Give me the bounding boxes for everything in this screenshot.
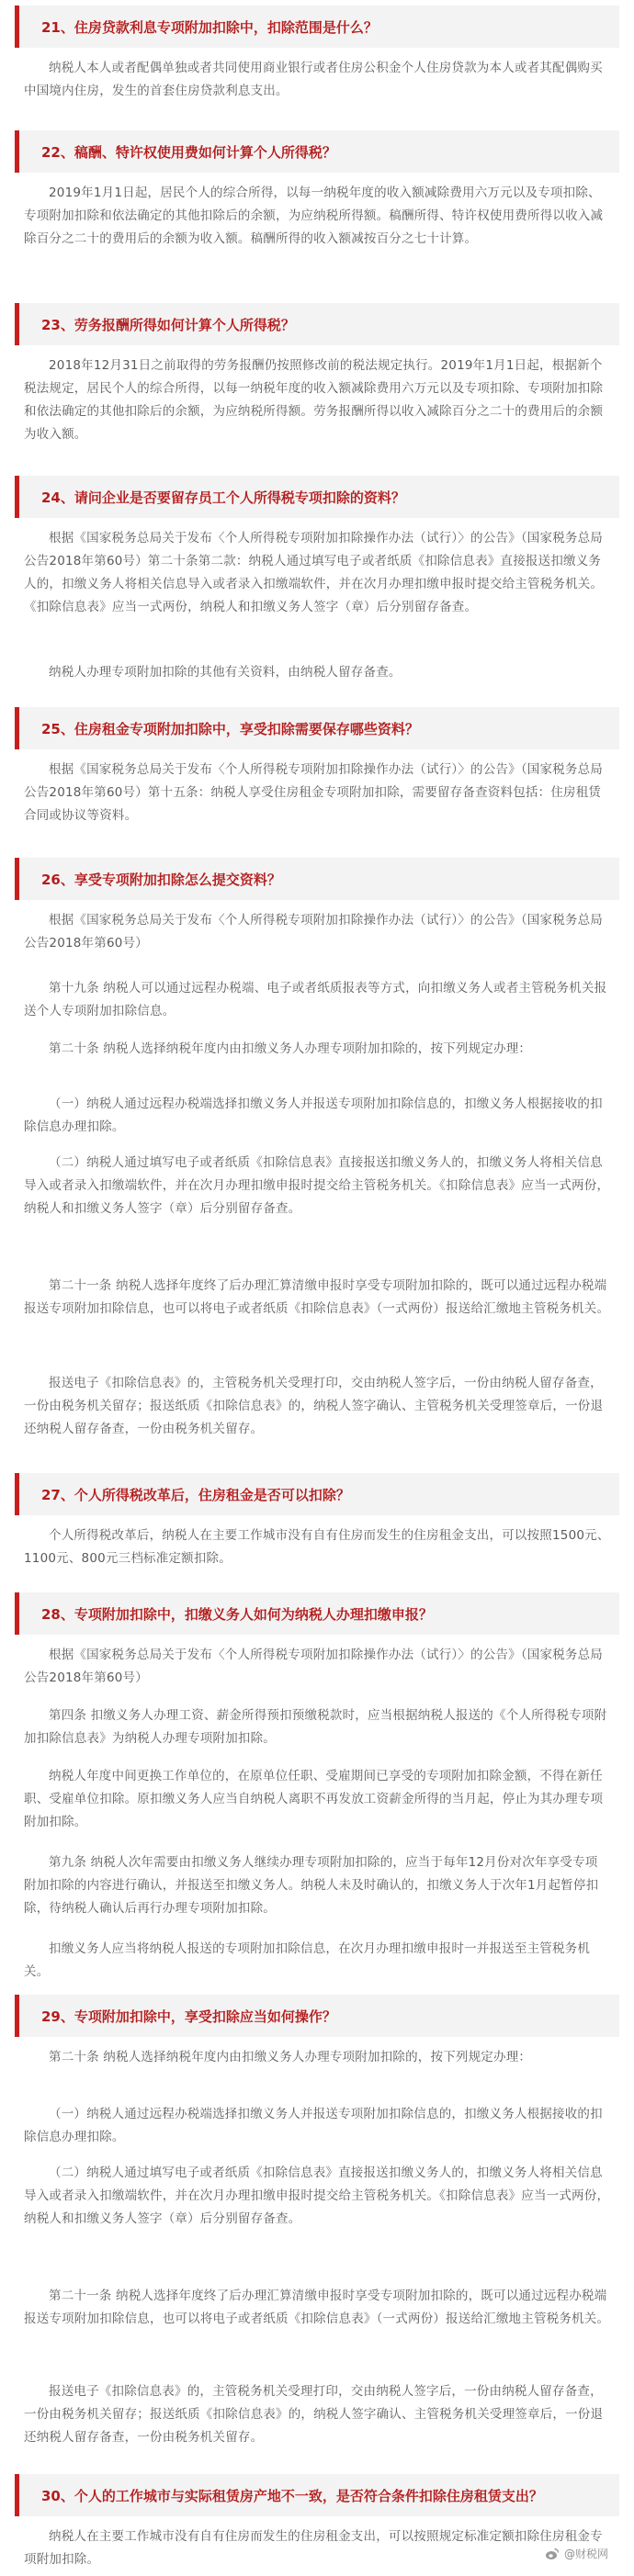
answer-paragraph: 个人所得税改革后，纳税人在主要工作城市没有自有住房而发生的住房租金支出，可以按照1500元、1100元、800元三档标准定额扣除。 — [24, 1528, 610, 1566]
question-heading: 22、稿酬、特许权使用费如何计算个人所得税？ — [15, 130, 619, 173]
answer-paragraph: 纳税人在主要工作城市没有自有住房而发生的住房租金支出，可以按照规定标准定额扣除住房租金专项附加扣除。 — [24, 2529, 603, 2567]
question-heading: 21、住房贷款利息专项附加扣除中，扣除范围是什么？ — [15, 6, 619, 48]
question-heading: 30、个人的工作城市与实际租赁房产地不一致，是否符合条件扣除住房租赁支出？ — [15, 2474, 619, 2516]
answer-paragraph: 纳税人本人或者配偶单独或者共同使用商业银行或者住房公积金个人住房贷款为本人或者其配偶购买中国境内住房，发生的首套住房贷款利息支出。 — [24, 61, 603, 98]
question-heading: 23、劳务报酬所得如何计算个人所得税？ — [15, 303, 619, 345]
answer-paragraph: 纳税人年度中间更换工作单位的，在原单位任职、受雇期间已享受的专项附加扣除金额，不得在新任职、受雇单位扣除。原扣缴义务人应当自纳税人离职不再发放工资薪金所得的当月起，停止为其办理专项附加扣除。 — [24, 1769, 604, 1829]
question-heading: 29、专项附加扣除中，享受扣除应当如何操作？ — [15, 1995, 619, 2037]
question-heading: 26、享受专项附加扣除怎么提交资料？ — [15, 858, 619, 900]
answer-paragraph: 根据《国家税务总局关于发布〈个人所得税专项附加扣除操作办法（试行）〉的公告》（国家税务总局公告2018年第60号） — [24, 913, 603, 951]
answer-paragraph: 根据《国家税务总局关于发布〈个人所得税专项附加扣除操作办法（试行）〉的公告》（国家税务总局公告2018年第60号）第十五条：纳税人享受住房租金专项附加扣除，需要留存备查资料包括：住房租赁合同或协议等资料。 — [24, 762, 603, 823]
answer-paragraph: 第十九条 纳税人可以通过远程办税端、电子或者纸质报表等方式，向扣缴义务人或者主管税务机关报送个人专项附加扣除信息。 — [24, 981, 607, 1018]
watermark-text: @财税网 — [563, 2548, 608, 2560]
question-heading: 28、专项附加扣除中，扣缴义务人如何为纳税人办理扣缴申报？ — [15, 1592, 619, 1635]
answer-paragraph: 扣缴义务人应当将纳税人报送的专项附加扣除信息，在次月办理扣缴申报时一并报送至主管税务机关。 — [24, 1941, 591, 1979]
answer-paragraph: （二）纳税人通过填写电子或者纸质《扣除信息表》直接报送扣缴义务人的，扣缴义务人将相关信息导入或者录入扣缴端软件，并在次月办理扣缴申报时提交给主管税务机关。《扣除信息表》应当一式两份，纳税人和扣缴义务人签字（章）后分别留存备查。 — [24, 2165, 610, 2226]
answer-paragraph: 纳税人办理专项附加扣除的其他有关资料，由纳税人留存备查。 — [49, 665, 402, 680]
answer-paragraph: 第二十条 纳税人选择纳税年度内由扣缴义务人办理专项附加扣除的，按下列规定办理： — [49, 2050, 532, 2064]
question-heading: 24、请问企业是否要留存员工个人所得税专项扣除的资料？ — [15, 476, 619, 518]
answer-paragraph: 第二十一条 纳税人选择年度终了后办理汇算清缴申报时享受专项附加扣除的，既可以通过远程办税端报送专项附加扣除信息，也可以将电子或者纸质《扣除信息表》（一式两份）报送给汇缴地主管税务机关。 — [24, 2289, 610, 2326]
answer-paragraph: 第二十一条 纳税人选择年度终了后办理汇算清缴申报时享受专项附加扣除的，既可以通过远程办税端报送专项附加扣除信息，也可以将电子或者纸质《扣除信息表》（一式两份）报送给汇缴地主管税务机关。 — [24, 1278, 610, 1316]
answer-paragraph: 根据《国家税务总局关于发布〈个人所得税专项附加扣除操作办法（试行）〉的公告》（国家税务总局公告2018年第60号） — [24, 1648, 603, 1685]
answer-paragraph: 2019年1月1日起，居民个人的综合所得，以每一纳税年度的收入额减除费用六万元以及专项扣除、专项附加扣除和依法确定的其他扣除后的余额，为应纳税所得额。稿酬所得、特许权使用费所得以收入减除百分之二十的费用后的余额为收入额。稿酬所得的收入额减按百分之七十计算。 — [24, 186, 604, 246]
weibo-icon — [545, 2547, 560, 2561]
answer-paragraph: （二）纳税人通过填写电子或者纸质《扣除信息表》直接报送扣缴义务人的，扣缴义务人将相关信息导入或者录入扣缴端软件，并在次月办理扣缴申报时提交给主管税务机关。《扣除信息表》应当一式两份，纳税人和扣缴义务人签字（章）后分别留存备查。 — [24, 1155, 610, 1216]
answer-paragraph: （一）纳税人通过远程办税端选择扣缴义务人并报送专项附加扣除信息的，扣缴义务人根据接收的扣除信息办理扣除。 — [24, 2107, 603, 2144]
watermark — [545, 2546, 608, 2561]
answer-paragraph: （一）纳税人通过远程办税端选择扣缴义务人并报送专项附加扣除信息的，扣缴义务人根据接收的扣除信息办理扣除。 — [24, 1097, 603, 1134]
answer-paragraph: 第四条 扣缴义务人办理工资、薪金所得预扣预缴税款时，应当根据纳税人报送的《个人所得税专项附加扣除信息表》为纳税人办理专项附加扣除。 — [24, 1708, 607, 1746]
answer-paragraph: 2018年12月31日之前取得的劳务报酬仍按照修改前的税法规定执行。2019年1月1日起，根据新个税法规定，居民个人的综合所得，以每一纳税年度的收入额减除费用六万元以及专项扣除、专项附加扣除和依法确定的其他扣除后的余额，为应纳税所得额。劳务报酬所得以收入减除百分之二十的费用后的余额为收入额。 — [24, 358, 604, 442]
answer-paragraph: 第二十条 纳税人选择纳税年度内由扣缴义务人办理专项附加扣除的，按下列规定办理： — [49, 1041, 532, 1056]
answer-paragraph: 报送电子《扣除信息表》的，主管税务机关受理打印，交由纳税人签字后，一份由纳税人留存备查，一份由税务机关留存；报送纸质《扣除信息表》的，纳税人签字确认、主管税务机关受理签章后，一份退还纳税人留存备查，一份由税务机关留存。 — [24, 2384, 604, 2445]
answer-paragraph: 根据《国家税务总局关于发布〈个人所得税专项附加扣除操作办法（试行）〉的公告》（国家税务总局公告2018年第60号）第二十条第二款：纳税人通过填写电子或者纸质《扣除信息表》直接报送扣缴义务人的，扣缴义务人将相关信息导入或者录入扣缴端软件，并在次月办理扣缴申报时提交给主管税务机关。《扣除信息表》应当一式两份，纳税人和扣缴义务人签字（章）后分别留存备查。 — [24, 531, 604, 614]
answer-paragraph: 报送电子《扣除信息表》的，主管税务机关受理打印，交由纳税人签字后，一份由纳税人留存备查，一份由税务机关留存；报送纸质《扣除信息表》的，纳税人签字确认、主管税务机关受理签章后，一份退还纳税人留存备查，一份由税务机关留存。 — [24, 1376, 604, 1436]
question-heading: 27、个人所得税改革后，住房租金是否可以扣除？ — [15, 1473, 619, 1515]
answer-paragraph: 第九条 纳税人次年需要由扣缴义务人继续办理专项附加扣除的，应当于每年12月份对次年享受专项附加扣除的内容进行确认，并报送至扣缴义务人。纳税人未及时确认的，扣缴义务人于次年1月起暂停扣除，待纳税人确认后再行办理专项附加扣除。 — [24, 1855, 599, 1916]
question-heading: 25、住房租金专项附加扣除中，享受扣除需要保存哪些资料？ — [15, 707, 619, 749]
